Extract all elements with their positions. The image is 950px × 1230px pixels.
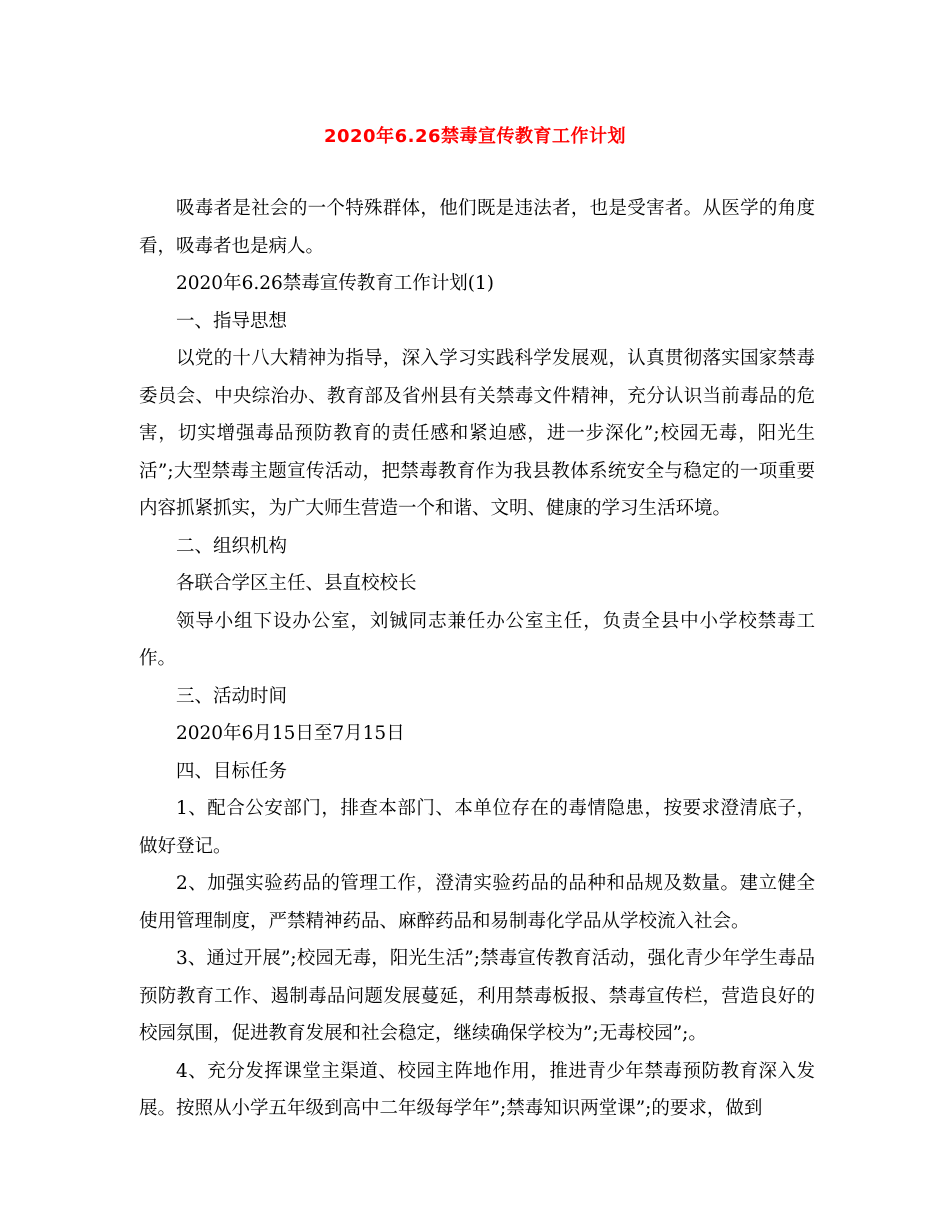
paragraph-organization-members: 各联合学区主任、县直校校长 <box>176 573 417 594</box>
section-heading-organization: 二、组织机构 <box>176 535 288 557</box>
paragraph-intro: 吸毒者是社会的一个特殊群体，他们既是违法者，也是受害者。从医学的角度看，吸毒者也是病人。 <box>139 198 815 257</box>
paragraph-target-4: 4、充分发挥课堂主渠道、校园主阵地作用，推进青少年禁毒预防教育深入发展。按照从小学五年级到高中二年级每学年”;禁毒知识两堂课”;的要求，做到 <box>139 1060 815 1119</box>
paragraph-organization-office: 领导小组下设办公室，刘铖同志兼任办公室主任，负责全县中小学校禁毒工作。 <box>139 610 815 669</box>
document-body <box>139 190 815 1128</box>
paragraph-target-3: 3、通过开展”;校园无毒，阳光生活”;禁毒宣传教育活动，强化青少年学生毒品预防教育工作、遏制毒品问题发展蔓延，利用禁毒板报、禁毒宣传栏，营造良好的校园氛围，促进教育发展和社会稳定，继续确保学校为”;无毒校园”;。 <box>139 948 815 1044</box>
paragraph-target-2: 2、加强实验药品的管理工作，澄清实验药品的品种和品规及数量。建立健全使用管理制度，严禁精神药品、麻醉药品和易制毒化学品从学校流入社会。 <box>139 873 815 932</box>
section-heading-activity-time: 三、活动时间 <box>176 685 288 707</box>
section-heading-guiding-ideology: 一、指导思想 <box>176 310 288 332</box>
paragraph-guiding-ideology: 以党的十八大精神为指导，深入学习实践科学发展观，认真贯彻落实国家禁毒委员会、中央综治办、教育部及省州县有关禁毒文件精神，充分认识当前毒品的危害，切实增强毒品预防教育的责任感和紧迫感，进一步深化”;校园无毒，阳光生活”;大型禁毒主题宣传活动，把禁毒教育作为我县教体系统安全与稳定的一项重要内容抓紧抓实，为广大师生营造一个和谐、文明、健康的学习生活环境。 <box>139 348 815 519</box>
paragraph-activity-time: 2020年6月15日至7月15日 <box>176 723 405 744</box>
document-title: 2020年6.26禁毒宣传教育工作计划 <box>323 126 626 147</box>
paragraph-target-1: 1、配合公安部门，排查本部门、本单位存在的毒情隐患，按要求澄清底子，做好登记。 <box>139 798 815 857</box>
paragraph-plan-heading: 2020年6.26禁毒宣传教育工作计划(1) <box>176 273 494 294</box>
section-heading-targets: 四、目标任务 <box>176 760 288 782</box>
